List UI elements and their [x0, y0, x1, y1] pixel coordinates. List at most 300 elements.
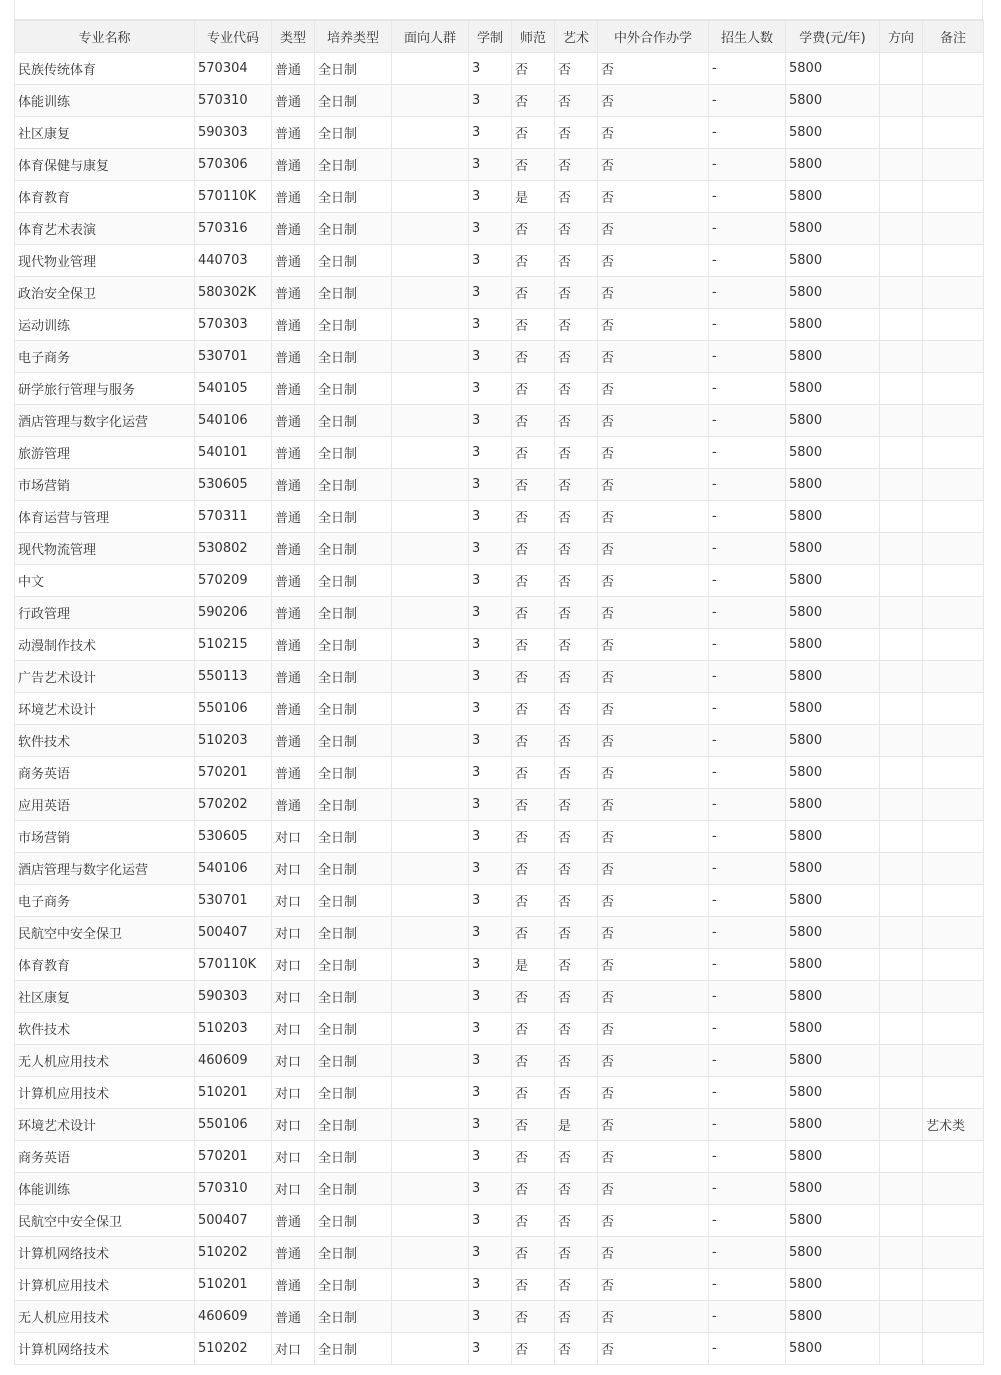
- enrollment-cell: -: [709, 1205, 786, 1237]
- remarks-cell: [923, 437, 984, 469]
- arts-cell: 否: [555, 1269, 598, 1301]
- teacher-training-cell: 否: [512, 149, 555, 181]
- major-code-cell: 570202: [195, 789, 272, 821]
- duration-cell: 3: [469, 1333, 512, 1365]
- table-row: [15, 1013, 984, 1045]
- type-cell: 普通: [272, 149, 315, 181]
- teacher-training-cell: 否: [512, 821, 555, 853]
- direction-cell: [880, 597, 923, 629]
- study-mode-cell: 全日制: [315, 437, 392, 469]
- joint-program-cell: 否: [598, 1333, 709, 1365]
- joint-program-cell: 否: [598, 533, 709, 565]
- remarks-cell: [923, 597, 984, 629]
- study-mode-cell: 全日制: [315, 981, 392, 1013]
- major-code-cell: 540101: [195, 437, 272, 469]
- column-header-enrollment: 招生人数: [709, 21, 786, 53]
- enrollment-cell: -: [709, 1109, 786, 1141]
- target-group-cell: [392, 181, 469, 213]
- arts-cell: 否: [555, 661, 598, 693]
- column-header-direction: 方向: [880, 21, 923, 53]
- joint-program-cell: 否: [598, 117, 709, 149]
- joint-program-cell: 否: [598, 629, 709, 661]
- tuition-cell: 5800: [786, 1045, 880, 1077]
- teacher-training-cell: 否: [512, 757, 555, 789]
- joint-program-cell: 否: [598, 1205, 709, 1237]
- study-mode-cell: 全日制: [315, 1109, 392, 1141]
- tuition-cell: 5800: [786, 597, 880, 629]
- major-code-cell: 530802: [195, 533, 272, 565]
- study-mode-cell: 全日制: [315, 501, 392, 533]
- joint-program-cell: 否: [598, 1077, 709, 1109]
- duration-cell: 3: [469, 661, 512, 693]
- duration-cell: 3: [469, 821, 512, 853]
- arts-cell: 否: [555, 693, 598, 725]
- teacher-training-cell: 否: [512, 501, 555, 533]
- joint-program-cell: 否: [598, 85, 709, 117]
- tuition-cell: 5800: [786, 821, 880, 853]
- major-code-cell: 570310: [195, 85, 272, 117]
- remarks-cell: [923, 1141, 984, 1173]
- study-mode-cell: 全日制: [315, 533, 392, 565]
- table-row: [15, 437, 984, 469]
- major-name-cell: 环境艺术设计: [15, 693, 195, 725]
- joint-program-cell: 否: [598, 1301, 709, 1333]
- enrollment-cell: -: [709, 1045, 786, 1077]
- teacher-training-cell: 否: [512, 565, 555, 597]
- type-cell: 普通: [272, 277, 315, 309]
- arts-cell: 否: [555, 277, 598, 309]
- major-code-cell: 570304: [195, 53, 272, 85]
- major-code-cell: 570310: [195, 1173, 272, 1205]
- direction-cell: [880, 949, 923, 981]
- major-name-cell: 广告艺术设计: [15, 661, 195, 693]
- target-group-cell: [392, 757, 469, 789]
- type-cell: 对口: [272, 885, 315, 917]
- column-header-duration: 学制: [469, 21, 512, 53]
- table-row: [15, 501, 984, 533]
- remarks-cell: 艺术类: [923, 1109, 984, 1141]
- major-code-cell: 570201: [195, 757, 272, 789]
- major-code-cell: 550113: [195, 661, 272, 693]
- target-group-cell: [392, 53, 469, 85]
- arts-cell: 否: [555, 885, 598, 917]
- tuition-cell: 5800: [786, 149, 880, 181]
- tuition-cell: 5800: [786, 117, 880, 149]
- target-group-cell: [392, 245, 469, 277]
- direction-cell: [880, 85, 923, 117]
- teacher-training-cell: 否: [512, 277, 555, 309]
- table-row: [15, 341, 984, 373]
- joint-program-cell: 否: [598, 1269, 709, 1301]
- arts-cell: 否: [555, 501, 598, 533]
- direction-cell: [880, 149, 923, 181]
- enrollment-cell: -: [709, 1141, 786, 1173]
- tuition-cell: 5800: [786, 277, 880, 309]
- duration-cell: 3: [469, 725, 512, 757]
- duration-cell: 3: [469, 1013, 512, 1045]
- major-name-cell: 应用英语: [15, 789, 195, 821]
- arts-cell: 否: [555, 309, 598, 341]
- major-code-cell: 530605: [195, 469, 272, 501]
- arts-cell: 否: [555, 725, 598, 757]
- target-group-cell: [392, 1045, 469, 1077]
- tuition-cell: 5800: [786, 1109, 880, 1141]
- table-row: [15, 565, 984, 597]
- target-group-cell: [392, 917, 469, 949]
- joint-program-cell: 否: [598, 341, 709, 373]
- direction-cell: [880, 245, 923, 277]
- tuition-cell: 5800: [786, 757, 880, 789]
- joint-program-cell: 否: [598, 757, 709, 789]
- table-row: [15, 949, 984, 981]
- table-row: [15, 1077, 984, 1109]
- arts-cell: 否: [555, 917, 598, 949]
- remarks-cell: [923, 917, 984, 949]
- joint-program-cell: 否: [598, 1141, 709, 1173]
- target-group-cell: [392, 341, 469, 373]
- duration-cell: 3: [469, 629, 512, 661]
- joint-program-cell: 否: [598, 437, 709, 469]
- major-code-cell: 500407: [195, 917, 272, 949]
- major-name-cell: 体育教育: [15, 949, 195, 981]
- type-cell: 普通: [272, 405, 315, 437]
- major-name-cell: 商务英语: [15, 1141, 195, 1173]
- target-group-cell: [392, 821, 469, 853]
- tuition-cell: 5800: [786, 373, 880, 405]
- target-group-cell: [392, 1109, 469, 1141]
- major-name-cell: 电子商务: [15, 885, 195, 917]
- target-group-cell: [392, 853, 469, 885]
- major-code-cell: 570303: [195, 309, 272, 341]
- remarks-cell: [923, 661, 984, 693]
- type-cell: 普通: [272, 85, 315, 117]
- teacher-training-cell: 否: [512, 1013, 555, 1045]
- duration-cell: 3: [469, 853, 512, 885]
- tuition-cell: 5800: [786, 213, 880, 245]
- table-top-strip: [14, 0, 983, 20]
- arts-cell: 否: [555, 789, 598, 821]
- target-group-cell: [392, 437, 469, 469]
- enrollment-cell: -: [709, 1173, 786, 1205]
- type-cell: 普通: [272, 693, 315, 725]
- target-group-cell: [392, 469, 469, 501]
- arts-cell: 否: [555, 1237, 598, 1269]
- duration-cell: 3: [469, 1237, 512, 1269]
- major-name-cell: 行政管理: [15, 597, 195, 629]
- major-name-cell: 计算机应用技术: [15, 1077, 195, 1109]
- duration-cell: 3: [469, 949, 512, 981]
- study-mode-cell: 全日制: [315, 757, 392, 789]
- table-row: [15, 629, 984, 661]
- type-cell: 对口: [272, 1333, 315, 1365]
- enrollment-cell: -: [709, 437, 786, 469]
- duration-cell: 3: [469, 437, 512, 469]
- major-code-cell: 570306: [195, 149, 272, 181]
- table-row: [15, 181, 984, 213]
- type-cell: 普通: [272, 565, 315, 597]
- duration-cell: 3: [469, 789, 512, 821]
- tuition-cell: 5800: [786, 1237, 880, 1269]
- study-mode-cell: 全日制: [315, 1173, 392, 1205]
- enrollment-cell: -: [709, 181, 786, 213]
- major-name-cell: 环境艺术设计: [15, 1109, 195, 1141]
- remarks-cell: [923, 885, 984, 917]
- type-cell: 普通: [272, 469, 315, 501]
- remarks-cell: [923, 501, 984, 533]
- type-cell: 普通: [272, 533, 315, 565]
- remarks-cell: [923, 853, 984, 885]
- column-header-remarks: 备注: [923, 21, 984, 53]
- duration-cell: 3: [469, 1205, 512, 1237]
- enrollment-cell: -: [709, 117, 786, 149]
- major-name-cell: 中文: [15, 565, 195, 597]
- arts-cell: 否: [555, 405, 598, 437]
- major-code-cell: 510215: [195, 629, 272, 661]
- tuition-cell: 5800: [786, 981, 880, 1013]
- major-name-cell: 计算机网络技术: [15, 1333, 195, 1365]
- major-code-cell: 510201: [195, 1077, 272, 1109]
- study-mode-cell: 全日制: [315, 597, 392, 629]
- study-mode-cell: 全日制: [315, 693, 392, 725]
- column-header-tuition: 学费(元/年): [786, 21, 880, 53]
- major-code-cell: 530701: [195, 885, 272, 917]
- target-group-cell: [392, 629, 469, 661]
- joint-program-cell: 否: [598, 1045, 709, 1077]
- direction-cell: [880, 661, 923, 693]
- target-group-cell: [392, 789, 469, 821]
- table-row: [15, 149, 984, 181]
- enrollment-cell: -: [709, 373, 786, 405]
- enrollment-cell: -: [709, 53, 786, 85]
- table-row: [15, 309, 984, 341]
- tuition-cell: 5800: [786, 725, 880, 757]
- major-name-cell: 软件技术: [15, 1013, 195, 1045]
- joint-program-cell: 否: [598, 277, 709, 309]
- target-group-cell: [392, 981, 469, 1013]
- direction-cell: [880, 1333, 923, 1365]
- remarks-cell: [923, 981, 984, 1013]
- remarks-cell: [923, 1077, 984, 1109]
- column-header-type: 类型: [272, 21, 315, 53]
- target-group-cell: [392, 117, 469, 149]
- target-group-cell: [392, 1301, 469, 1333]
- joint-program-cell: 否: [598, 501, 709, 533]
- table-row: [15, 213, 984, 245]
- major-code-cell: 510203: [195, 725, 272, 757]
- study-mode-cell: 全日制: [315, 117, 392, 149]
- direction-cell: [880, 117, 923, 149]
- joint-program-cell: 否: [598, 1237, 709, 1269]
- direction-cell: [880, 693, 923, 725]
- arts-cell: 否: [555, 85, 598, 117]
- tuition-cell: 5800: [786, 1333, 880, 1365]
- major-name-cell: 计算机网络技术: [15, 1237, 195, 1269]
- target-group-cell: [392, 597, 469, 629]
- duration-cell: 3: [469, 53, 512, 85]
- target-group-cell: [392, 1173, 469, 1205]
- arts-cell: 否: [555, 981, 598, 1013]
- enrollment-cell: -: [709, 885, 786, 917]
- tuition-cell: 5800: [786, 917, 880, 949]
- target-group-cell: [392, 1269, 469, 1301]
- remarks-cell: [923, 117, 984, 149]
- joint-program-cell: 否: [598, 373, 709, 405]
- remarks-cell: [923, 1205, 984, 1237]
- teacher-training-cell: 否: [512, 1045, 555, 1077]
- teacher-training-cell: 否: [512, 117, 555, 149]
- teacher-training-cell: 否: [512, 213, 555, 245]
- remarks-cell: [923, 789, 984, 821]
- duration-cell: 3: [469, 693, 512, 725]
- study-mode-cell: 全日制: [315, 725, 392, 757]
- type-cell: 普通: [272, 501, 315, 533]
- teacher-training-cell: 否: [512, 981, 555, 1013]
- direction-cell: [880, 981, 923, 1013]
- direction-cell: [880, 373, 923, 405]
- target-group-cell: [392, 885, 469, 917]
- tuition-cell: 5800: [786, 501, 880, 533]
- tuition-cell: 5800: [786, 949, 880, 981]
- direction-cell: [880, 1141, 923, 1173]
- target-group-cell: [392, 213, 469, 245]
- enrollment-cell: -: [709, 821, 786, 853]
- arts-cell: 否: [555, 1205, 598, 1237]
- tuition-cell: 5800: [786, 565, 880, 597]
- column-header-teacher-training: 师范: [512, 21, 555, 53]
- enrollment-cell: -: [709, 85, 786, 117]
- arts-cell: 否: [555, 213, 598, 245]
- teacher-training-cell: 否: [512, 725, 555, 757]
- type-cell: 对口: [272, 949, 315, 981]
- table-row: [15, 597, 984, 629]
- direction-cell: [880, 533, 923, 565]
- major-name-cell: 体育艺术表演: [15, 213, 195, 245]
- joint-program-cell: 否: [598, 693, 709, 725]
- major-code-cell: 590303: [195, 117, 272, 149]
- major-name-cell: 电子商务: [15, 341, 195, 373]
- teacher-training-cell: 否: [512, 1205, 555, 1237]
- joint-program-cell: 否: [598, 1173, 709, 1205]
- teacher-training-cell: 否: [512, 917, 555, 949]
- major-name-cell: 体能训练: [15, 85, 195, 117]
- duration-cell: 3: [469, 1077, 512, 1109]
- table-row: [15, 1173, 984, 1205]
- major-code-cell: 540105: [195, 373, 272, 405]
- remarks-cell: [923, 213, 984, 245]
- major-name-cell: 运动训练: [15, 309, 195, 341]
- enrollment-cell: -: [709, 213, 786, 245]
- duration-cell: 3: [469, 213, 512, 245]
- joint-program-cell: 否: [598, 949, 709, 981]
- target-group-cell: [392, 725, 469, 757]
- direction-cell: [880, 853, 923, 885]
- teacher-training-cell: 否: [512, 1141, 555, 1173]
- table-row: [15, 725, 984, 757]
- enrollment-cell: -: [709, 725, 786, 757]
- target-group-cell: [392, 949, 469, 981]
- arts-cell: 否: [555, 117, 598, 149]
- enrollment-cell: -: [709, 1333, 786, 1365]
- type-cell: 对口: [272, 981, 315, 1013]
- table-row: [15, 661, 984, 693]
- major-code-cell: 510202: [195, 1237, 272, 1269]
- type-cell: 对口: [272, 1077, 315, 1109]
- table-row: [15, 1205, 984, 1237]
- major-code-cell: 530701: [195, 341, 272, 373]
- type-cell: 普通: [272, 117, 315, 149]
- major-name-cell: 现代物流管理: [15, 533, 195, 565]
- enrollment-cell: -: [709, 661, 786, 693]
- arts-cell: 否: [555, 341, 598, 373]
- direction-cell: [880, 917, 923, 949]
- major-name-cell: 动漫制作技术: [15, 629, 195, 661]
- major-code-cell: 590303: [195, 981, 272, 1013]
- column-header-study-mode: 培养类型: [315, 21, 392, 53]
- teacher-training-cell: 否: [512, 1333, 555, 1365]
- teacher-training-cell: 否: [512, 853, 555, 885]
- study-mode-cell: 全日制: [315, 1141, 392, 1173]
- target-group-cell: [392, 1141, 469, 1173]
- duration-cell: 3: [469, 469, 512, 501]
- target-group-cell: [392, 1205, 469, 1237]
- major-name-cell: 体育运营与管理: [15, 501, 195, 533]
- remarks-cell: [923, 1045, 984, 1077]
- majors-table: [14, 20, 984, 1365]
- major-name-cell: 软件技术: [15, 725, 195, 757]
- tuition-cell: 5800: [786, 1077, 880, 1109]
- direction-cell: [880, 1205, 923, 1237]
- remarks-cell: [923, 1173, 984, 1205]
- major-name-cell: 社区康复: [15, 117, 195, 149]
- study-mode-cell: 全日制: [315, 341, 392, 373]
- direction-cell: [880, 725, 923, 757]
- type-cell: 对口: [272, 1141, 315, 1173]
- study-mode-cell: 全日制: [315, 1301, 392, 1333]
- joint-program-cell: 否: [598, 597, 709, 629]
- remarks-cell: [923, 1269, 984, 1301]
- joint-program-cell: 否: [598, 469, 709, 501]
- study-mode-cell: 全日制: [315, 309, 392, 341]
- major-name-cell: 民航空中安全保卫: [15, 1205, 195, 1237]
- major-name-cell: 旅游管理: [15, 437, 195, 469]
- study-mode-cell: 全日制: [315, 821, 392, 853]
- teacher-training-cell: 否: [512, 437, 555, 469]
- remarks-cell: [923, 533, 984, 565]
- teacher-training-cell: 否: [512, 1269, 555, 1301]
- joint-program-cell: 否: [598, 245, 709, 277]
- arts-cell: 是: [555, 1109, 598, 1141]
- major-name-cell: 商务英语: [15, 757, 195, 789]
- target-group-cell: [392, 501, 469, 533]
- table-row: [15, 533, 984, 565]
- arts-cell: 否: [555, 245, 598, 277]
- direction-cell: [880, 501, 923, 533]
- major-code-cell: 570201: [195, 1141, 272, 1173]
- tuition-cell: 5800: [786, 85, 880, 117]
- arts-cell: 否: [555, 1141, 598, 1173]
- major-name-cell: 酒店管理与数字化运营: [15, 405, 195, 437]
- column-header-arts: 艺术: [555, 21, 598, 53]
- target-group-cell: [392, 405, 469, 437]
- table-row: [15, 117, 984, 149]
- arts-cell: 否: [555, 597, 598, 629]
- direction-cell: [880, 789, 923, 821]
- type-cell: 对口: [272, 1013, 315, 1045]
- duration-cell: 3: [469, 117, 512, 149]
- arts-cell: 否: [555, 821, 598, 853]
- arts-cell: 否: [555, 1301, 598, 1333]
- joint-program-cell: 否: [598, 917, 709, 949]
